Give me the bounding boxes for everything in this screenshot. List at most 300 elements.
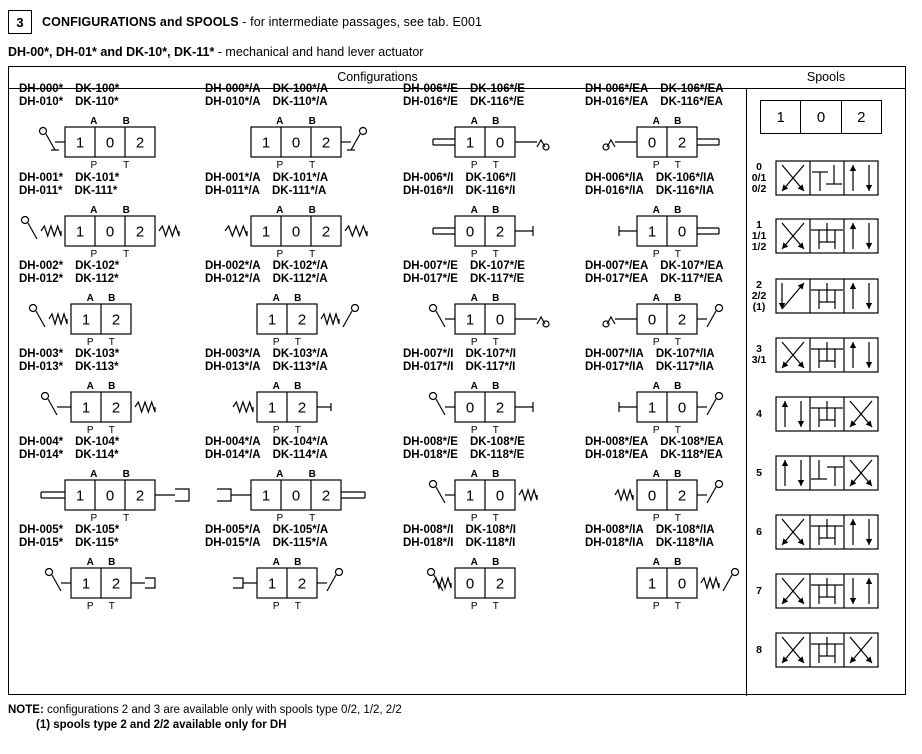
configuration-cell [19,83,203,173]
valve-symbol [205,464,389,526]
configuration-code-line [205,185,389,198]
svg-text:P: P [90,160,98,171]
spool-label [745,409,773,420]
configuration-code: DK-108*/IA [655,524,715,536]
configuration-code: DK-105* [75,524,120,536]
configuration-code: DK-107*/E [469,260,525,272]
configuration-code: DH-018*/I [403,537,454,549]
svg-text:2: 2 [111,311,121,329]
svg-text:B: B [308,469,316,480]
svg-text:2: 2 [297,399,307,417]
configuration-cell [205,436,389,526]
configuration-code: DK-114* [75,449,119,461]
valve-symbol [585,552,769,614]
configuration-cell [205,260,389,350]
svg-text:0: 0 [495,311,505,329]
configuration-code: DK-108*/I [465,524,516,536]
svg-text:T: T [674,160,681,171]
configuration-code-line [19,436,203,449]
valve-symbol [585,200,769,262]
svg-text:P: P [652,513,660,524]
svg-text:1: 1 [261,223,271,241]
svg-text:A: A [470,293,478,304]
svg-text:B: B [108,293,116,304]
configuration-code: DH-016*/I [403,185,454,197]
valve-symbol [585,464,769,526]
svg-text:2: 2 [495,575,505,593]
svg-text:P: P [470,601,478,612]
valve-symbol [403,111,587,173]
spool-label [745,220,773,253]
svg-text:T: T [492,601,499,612]
configuration-code: DK-107*/EA [660,260,724,272]
configuration-code: DK-106*/IA [655,172,715,184]
spool-label [745,645,773,656]
svg-text:A: A [272,381,280,392]
configuration-code: DK-107*/I [465,348,516,360]
svg-text:P: P [470,425,478,436]
configuration-cell [19,348,203,438]
svg-text:A: A [470,381,478,392]
configuration-code: DH-015* [19,537,64,549]
spool-label [745,527,773,538]
spool-label [745,468,773,479]
configuration-cell [205,348,389,438]
svg-text:T: T [309,160,316,171]
configuration-code: DK-116*/E [469,96,525,108]
svg-text:P: P [652,601,660,612]
configuration-code: DK-102* [75,260,120,272]
configuration-code: DK-106*/E [469,83,525,95]
svg-text:1: 1 [267,575,277,593]
configuration-code: DK-108*/E [469,436,525,448]
svg-text:0: 0 [465,223,475,241]
configuration-code-line [19,348,203,361]
svg-text:0: 0 [105,134,115,152]
spool-label-line: 2/2 [751,289,767,302]
valve-symbol [403,200,587,262]
configuration-code: DK-116*/IA [655,185,714,197]
svg-text:A: A [272,293,280,304]
spool-label-line: 8 [756,643,762,656]
svg-text:A: A [90,469,98,480]
spool-label-line: 3/1 [751,354,767,366]
configuration-cell [205,524,389,614]
svg-text:1: 1 [267,311,277,329]
spool-symbol [775,278,879,314]
configuration-code: DK-116*/I [465,185,516,197]
svg-text:2: 2 [135,487,145,505]
configuration-code: DH-011*/A [205,185,260,197]
configuration-cell [403,172,587,262]
configuration-cell [585,172,769,262]
spool-symbol [775,160,879,196]
svg-text:B: B [492,205,500,216]
configuration-cell [585,260,769,350]
spool-label [745,586,773,597]
configuration-code: DK-115* [75,537,119,549]
configuration-code-line [205,436,389,449]
section-number: 3 [8,10,32,34]
configuration-code-line [403,537,587,550]
configuration-code-line [19,260,203,273]
spool-label-line: 0/2 [751,182,767,195]
model-codes: DH-00*, DH-01* and DK-10*, DK-11* [8,45,215,59]
valve-symbol [19,288,203,350]
configuration-code: DK-113*/A [272,361,328,373]
svg-text:T: T [123,160,130,171]
svg-text:1: 1 [647,223,657,241]
configuration-code-line [19,185,203,198]
spool-legend [760,100,882,134]
svg-text:1: 1 [465,487,475,505]
svg-text:B: B [108,381,116,392]
spool-row [745,573,897,613]
spool-symbol [775,218,879,254]
configuration-code: DH-006*/I [403,172,454,184]
configuration-code: DH-017*/IA [585,361,644,373]
spool-legend-cell: 1 [776,108,785,126]
configuration-cell [403,524,587,614]
svg-text:1: 1 [75,223,85,241]
svg-text:P: P [652,425,660,436]
model-subheader [8,45,423,59]
spool-row [745,218,897,258]
svg-text:2: 2 [297,575,307,593]
configuration-code: DH-018*/EA [585,449,649,461]
svg-text:P: P [470,337,478,348]
configuration-cell [585,436,769,526]
configuration-code: DK-116*/EA [660,96,723,108]
configuration-cell [585,83,769,173]
svg-text:1: 1 [465,311,475,329]
svg-text:B: B [308,116,316,127]
configuration-code: DH-011* [19,185,63,197]
spool-label-line: 4 [756,407,762,420]
configuration-code-line [585,361,769,374]
configuration-code: DH-000* [19,83,64,95]
configuration-code: DH-007*/EA [585,260,649,272]
spool-row [745,278,897,318]
note-label: NOTE: [8,704,44,716]
configuration-code: DH-008*/E [403,436,458,448]
configuration-code-line [19,96,203,109]
configuration-code-line [205,273,389,286]
configuration-code: DH-014*/A [205,449,261,461]
svg-text:T: T [674,249,681,260]
svg-text:P: P [470,160,478,171]
configuration-code-line [403,96,587,109]
configuration-code: DH-003*/A [205,348,261,360]
svg-text:P: P [272,601,280,612]
configuration-code: DH-008*/I [403,524,454,536]
configuration-code: DH-001*/A [205,172,261,184]
spool-row [745,160,897,200]
configuration-cell [19,436,203,526]
svg-text:0: 0 [105,223,115,241]
svg-text:0: 0 [677,575,687,593]
configuration-cell [19,172,203,262]
spool-symbol [775,573,879,609]
svg-text:1: 1 [647,575,657,593]
configuration-code-line [19,449,203,462]
svg-text:0: 0 [291,487,301,505]
configuration-code: DK-117*/EA [660,273,723,285]
configuration-code-line [403,172,587,185]
svg-text:B: B [308,205,316,216]
spool-label-line: 0 [756,160,762,173]
svg-text:2: 2 [677,311,687,329]
valve-symbol [205,288,389,350]
configuration-code-line [205,524,389,537]
spool-label-line: 5 [756,466,762,479]
configuration-code: DK-117*/E [469,273,525,285]
svg-text:1: 1 [81,399,91,417]
configuration-code: DK-118*/I [465,537,516,549]
svg-text:B: B [492,469,500,480]
svg-text:B: B [122,116,130,127]
configuration-code-line [403,260,587,273]
configuration-code: DH-013* [19,361,64,373]
valve-symbol [19,552,203,614]
configuration-cell [403,436,587,526]
svg-text:A: A [276,116,284,127]
configuration-code-line [585,436,769,449]
svg-text:T: T [674,513,681,524]
configuration-code-line [205,96,389,109]
svg-text:2: 2 [321,134,331,152]
configuration-code-line [585,260,769,273]
valve-symbol [19,464,203,526]
svg-text:P: P [272,337,280,348]
svg-text:B: B [294,381,302,392]
page-title [42,15,482,29]
configuration-code: DK-114*/A [272,449,328,461]
spool-label-line: (1) [752,300,766,313]
configuration-cell [403,348,587,438]
configuration-cell [19,260,203,350]
configuration-code: DK-110*/A [272,96,328,108]
configuration-code: DH-017*/EA [585,273,649,285]
column-header-spools: Spools [806,70,846,84]
configuration-code: DK-115*/A [272,537,328,549]
svg-text:B: B [122,205,130,216]
svg-text:1: 1 [81,575,91,593]
configuration-cell [585,524,769,614]
spool-legend-cell: 0 [800,101,840,133]
svg-text:B: B [294,293,302,304]
svg-text:1: 1 [75,487,85,505]
configuration-code: DH-000*/A [205,83,261,95]
svg-text:0: 0 [465,399,475,417]
svg-text:T: T [294,337,301,348]
svg-text:A: A [90,116,98,127]
svg-text:2: 2 [111,575,121,593]
svg-text:0: 0 [647,134,657,152]
svg-text:0: 0 [647,311,657,329]
configuration-code: DH-017*/I [403,361,454,373]
svg-text:T: T [123,513,130,524]
svg-text:P: P [86,425,94,436]
svg-text:2: 2 [321,223,331,241]
configuration-code-line [205,537,389,550]
spool-symbol [775,632,879,668]
configuration-cell [19,524,203,614]
configuration-cell [205,172,389,262]
configuration-code: DK-107*/IA [655,348,715,360]
configuration-code: DH-006*/IA [585,172,644,184]
svg-text:A: A [652,116,660,127]
svg-text:P: P [276,513,284,524]
svg-text:P: P [276,160,284,171]
svg-text:P: P [652,249,660,260]
configuration-code: DH-005*/A [205,524,261,536]
svg-text:B: B [294,557,302,568]
configuration-code: DH-014* [19,449,64,461]
spool-row [745,337,897,377]
configuration-code: DH-004*/A [205,436,261,448]
valve-symbol [585,288,769,350]
configuration-code-line [19,83,203,96]
configuration-code: DH-016*/E [403,96,458,108]
configuration-code: DK-104* [75,436,120,448]
svg-text:T: T [309,249,316,260]
svg-text:A: A [470,116,478,127]
configuration-code-line [403,273,587,286]
configuration-code: DK-111*/A [271,185,327,197]
svg-text:2: 2 [111,399,121,417]
column-header-configurations: Configurations [337,70,418,84]
svg-text:T: T [492,249,499,260]
svg-text:0: 0 [495,487,505,505]
note [8,704,402,716]
configuration-code: DH-002* [19,260,64,272]
spool-row [745,396,897,436]
svg-text:T: T [492,513,499,524]
spool-label-line: 2 [756,278,762,291]
configuration-code: DK-100*/A [272,83,329,95]
spool-symbol [775,514,879,550]
svg-text:A: A [276,469,284,480]
svg-text:T: T [294,601,301,612]
configuration-code: DK-100* [75,83,120,95]
svg-text:P: P [272,425,280,436]
svg-text:T: T [309,513,316,524]
svg-text:B: B [674,557,682,568]
svg-text:A: A [652,557,660,568]
svg-text:A: A [652,469,660,480]
svg-text:1: 1 [75,134,85,152]
svg-text:B: B [492,381,500,392]
svg-text:T: T [123,249,130,260]
svg-text:2: 2 [297,311,307,329]
svg-text:2: 2 [677,487,687,505]
svg-text:P: P [86,337,94,348]
svg-text:P: P [470,513,478,524]
svg-text:2: 2 [677,134,687,152]
configuration-code: DK-118*/E [469,449,525,461]
svg-text:T: T [108,601,115,612]
configuration-code-line [19,524,203,537]
configuration-code: DK-112* [75,273,119,285]
svg-text:0: 0 [495,134,505,152]
configuration-code: DK-103*/A [272,348,329,360]
configuration-code: DK-106*/EA [660,83,724,95]
svg-text:A: A [276,205,284,216]
svg-text:0: 0 [647,487,657,505]
note-line2: (1) spools type 2 and 2/2 available only for DH [36,719,287,731]
configuration-code: DH-013*/A [205,361,261,373]
svg-text:0: 0 [677,399,687,417]
configuration-code: DH-018*/E [403,449,458,461]
svg-text:2: 2 [321,487,331,505]
configuration-code: DH-016*/IA [585,185,644,197]
svg-text:P: P [470,249,478,260]
configuration-code-line [585,537,769,550]
svg-text:P: P [86,601,94,612]
svg-text:B: B [108,557,116,568]
svg-text:A: A [272,557,280,568]
configuration-code: DH-017*/E [403,273,458,285]
svg-text:A: A [470,557,478,568]
configuration-code: DH-003* [19,348,64,360]
svg-text:B: B [492,116,500,127]
section-header [8,10,482,34]
configuration-code: DK-117*/I [465,361,516,373]
svg-text:P: P [276,249,284,260]
configuration-code: DK-110* [75,96,119,108]
configuration-code-line [585,273,769,286]
configuration-code: DH-010* [19,96,64,108]
configuration-code: DH-004* [19,436,64,448]
svg-text:A: A [470,205,478,216]
spool-row [745,455,897,495]
page-title-text: CONFIGURATIONS and SPOOLS [42,15,239,29]
configuration-code: DK-113* [75,361,119,373]
configuration-code: DH-007*/E [403,260,458,272]
valve-symbol [205,111,389,173]
svg-text:B: B [674,293,682,304]
svg-text:B: B [122,469,130,480]
model-description: - mechanical and hand lever actuator [214,45,424,59]
svg-text:0: 0 [105,487,115,505]
configuration-cell [585,348,769,438]
svg-text:B: B [492,293,500,304]
configuration-code: DH-007*/I [403,348,454,360]
valve-symbol [403,552,587,614]
spool-label-line: 3 [756,343,762,355]
svg-text:T: T [492,337,499,348]
spool-row [745,632,897,672]
spool-label-line: 1/1 [751,229,767,242]
svg-text:2: 2 [495,399,505,417]
valve-symbol [205,200,389,262]
configuration-code-line [585,348,769,361]
svg-text:0: 0 [291,223,301,241]
configuration-code: DH-008*/EA [585,436,649,448]
configuration-code: DH-006*/E [403,83,458,95]
valve-symbol [403,464,587,526]
svg-text:1: 1 [261,487,271,505]
configuration-code: DH-012* [19,273,64,285]
spool-symbol [775,396,879,432]
configuration-code-line [585,449,769,462]
valve-symbol [205,376,389,438]
svg-text:A: A [90,205,98,216]
spool-label-line: 1 [756,218,762,231]
configuration-code: DK-104*/A [272,436,329,448]
configuration-code-line [205,260,389,273]
